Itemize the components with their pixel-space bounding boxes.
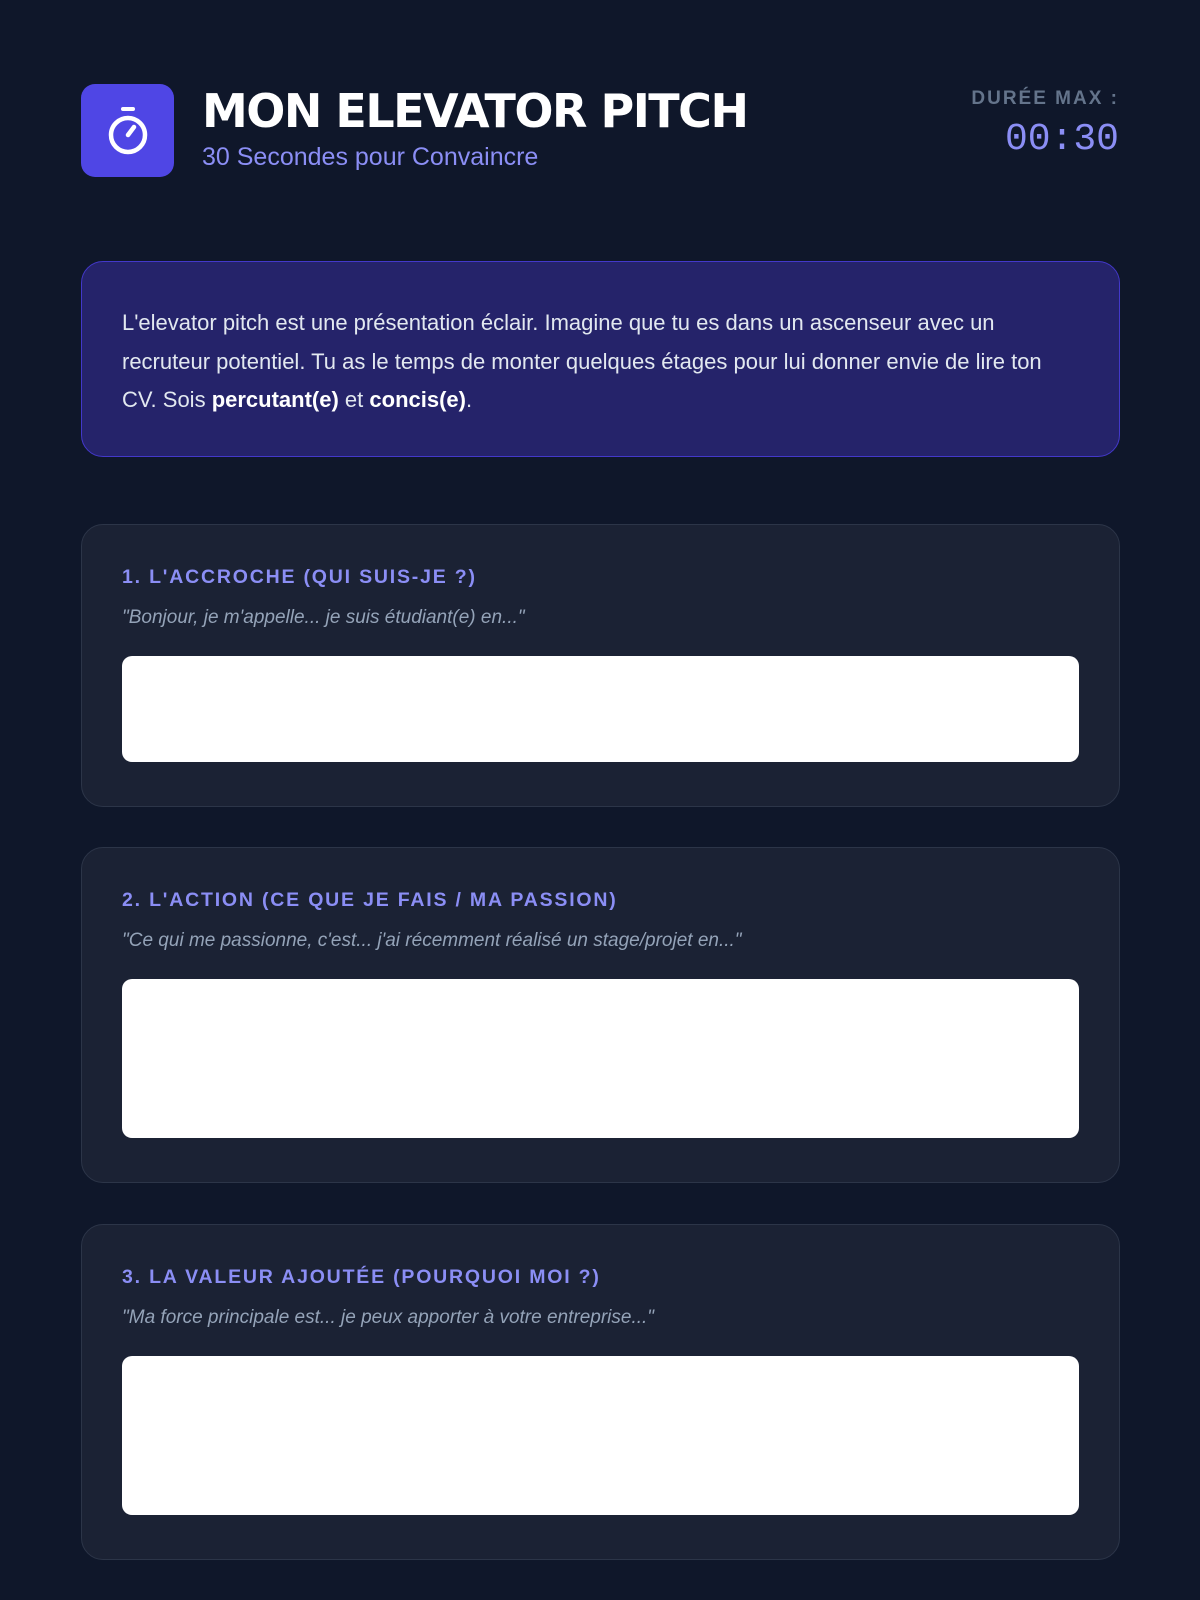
valeur-ajoutee-input[interactable] — [122, 1356, 1079, 1515]
duration-timer: 00:30 — [1004, 118, 1119, 161]
intro-bold-concis: concis(e) — [369, 387, 466, 412]
section-title: 3. LA VALEUR AJOUTÉE (POURQUOI MOI ?) — [122, 1266, 601, 1288]
intro-text-part: . — [465, 387, 473, 412]
accroche-input[interactable] — [122, 656, 1079, 762]
section-hint: "Bonjour, je m'appelle... je suis étudiant(e) en..." — [122, 607, 525, 628]
title-block — [202, 84, 747, 172]
page-subtitle: 30 Secondes pour Convaincre — [202, 143, 539, 171]
section-valeur-ajoutee — [81, 1224, 1120, 1560]
section-action — [81, 847, 1120, 1183]
section-title: 2. L'ACTION (CE QUE JE FAIS / MA PASSION) — [122, 889, 618, 911]
header — [81, 84, 1119, 178]
intro-box — [81, 261, 1120, 457]
action-input[interactable] — [122, 979, 1079, 1138]
section-accroche — [81, 524, 1120, 807]
section-title: 1. L'ACCROCHE (QUI SUIS-JE ?) — [122, 566, 477, 588]
intro-text — [122, 304, 1079, 420]
intro-bold-percutant: percutant(e) — [211, 387, 339, 412]
logo — [81, 84, 174, 177]
intro-text-part: L'elevator pitch est une présentation éclair. Imagine que tu es dans un ascenseur avec un recruteur potentiel. Tu as le temps de monter quelques étages pour lui donner envie de lire ton CV. Sois — [122, 310, 1042, 412]
page-title: MON ELEVATOR PITCH — [202, 84, 748, 138]
stopwatch-icon — [106, 105, 150, 157]
duration-display — [971, 88, 1119, 160]
duration-label: DURÉE MAX : — [971, 88, 1119, 109]
section-hint: "Ce qui me passionne, c'est... j'ai récemment réalisé un stage/projet en..." — [122, 930, 742, 951]
intro-text-part: et — [338, 387, 370, 412]
section-hint: "Ma force principale est... je peux apporter à votre entreprise..." — [122, 1307, 655, 1328]
